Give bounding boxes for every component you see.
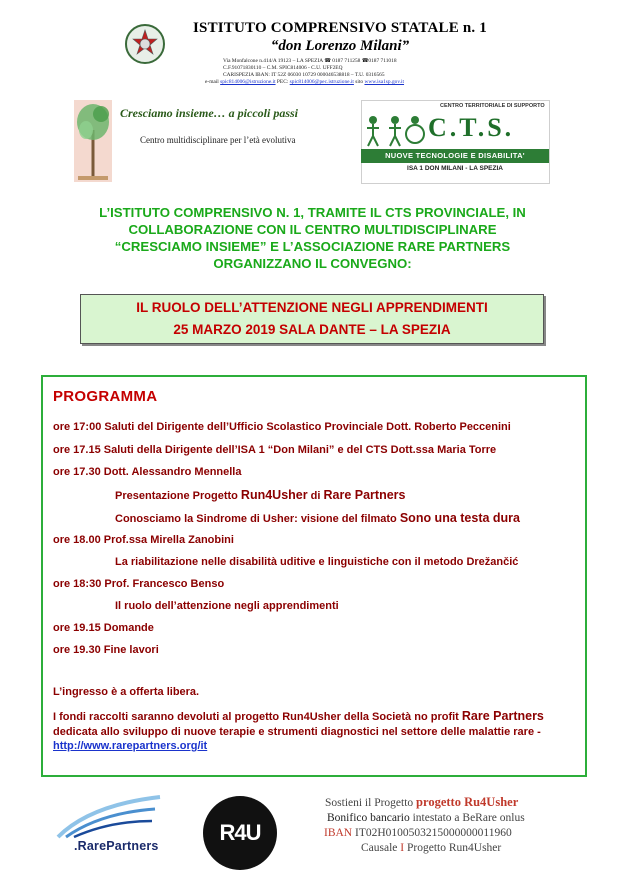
sub-highlight: Run4Usher: [240, 488, 308, 502]
cts-figures-icon: [365, 112, 425, 148]
pec-prefix: PEC:: [276, 79, 289, 85]
program-item: ore 18.00 Prof.ssa Mirella Zanobini: [53, 534, 234, 546]
program-item: ore 17.15 Saluti della Dirigente dell’ISA 1 “Don Milani” e del CTS Dott.ssa Maria Torre: [53, 444, 497, 456]
program-item: ore 17.30 Dott. Alessandro Mennella: [53, 466, 242, 478]
funds-notice: [53, 709, 578, 754]
bank-line: [327, 812, 525, 824]
sub-text: Conosciamo la Sindrome di Usher: visione del filmato: [115, 513, 400, 525]
program-subitem: Il ruolo dell’attenzione negli apprendimenti: [115, 600, 339, 612]
causal-mark: I: [400, 842, 405, 854]
cts-logo-text: C.T.S.: [428, 113, 515, 142]
intro-line: L’ISTITUTO COMPRENSIVO N. 1, TRAMITE IL CTS PROVINCIALE, IN: [99, 205, 526, 220]
school-name: ISTITUTO COMPRENSIVO STATALE n. 1: [192, 20, 487, 36]
iban-line: [324, 827, 512, 839]
event-date-place: 25 MARZO 2019 SALA DANTE – LA SPEZIA: [173, 322, 451, 337]
program-item: ore 19.15 Domande: [53, 622, 154, 634]
iban-label: IBAN: [324, 827, 355, 839]
republic-emblem-icon: [124, 23, 166, 65]
entry-notice: L’ingresso è a offerta libera.: [53, 686, 200, 698]
cts-top-text: CENTRO TERRITORIALE DI SUPPORTO: [440, 103, 545, 109]
support-project: progetto Ru4Usher: [416, 795, 519, 809]
program-subitem: [115, 488, 406, 502]
school-subtitle: “don Lorenzo Milani”: [270, 38, 410, 54]
cts-footer-text: ISA 1 DON MILANI - LA SPEZIA: [407, 165, 503, 172]
causal-line: [361, 842, 501, 854]
funds-text: dedicata allo sviluppo di nuove terapie e strumenti diagnostici nel settore delle malattie rare -: [53, 725, 541, 738]
sub-highlight: Rare Partners: [323, 488, 406, 502]
cresciamo-subtitle: Centro multidisciplinare per l’età evolutiva: [140, 135, 296, 145]
cresciamo-title: Cresciamo insieme… a piccoli passi: [120, 106, 298, 120]
bank-text: intestato a BeRare onlus: [409, 812, 525, 824]
site-prefix: sito: [355, 79, 364, 85]
email-prefix: e-mail: [205, 79, 219, 85]
program-item: ore 17:00 Saluti del Dirigente dell’Ufficio Scolastico Provinciale Dott. Roberto Peccenini: [53, 421, 511, 433]
address-line-2: C.F.91071830110 – C.M. SPIC814006 - C.U. UFF2EQ: [223, 65, 343, 71]
funds-highlight: Rare Partners: [461, 709, 544, 723]
program-item: ore 19.30 Fine lavori: [53, 644, 159, 656]
intro-line: COLLABORAZIONE CON IL CENTRO MULTIDISCIPLINARE: [128, 222, 497, 237]
pec-link[interactable]: spic814006@pec.istruzione.it: [289, 79, 354, 85]
event-title: IL RUOLO DELL’ATTENZIONE NEGLI APPRENDIMENTI: [136, 300, 488, 315]
rarepartners-logo-text: .RarePartners: [74, 839, 159, 853]
program-item: ore 18:30 Prof. Francesco Benso: [53, 578, 225, 590]
address-line-1: Via Monfalcone n.414/A 19123 – LA SPEZIA ☎ 0187 711258 ☎0187 711018: [223, 58, 397, 64]
support-text: Sostieni il Progetto: [325, 797, 417, 809]
r4u-logo: R4U: [203, 796, 277, 870]
funds-text: I fondi raccolti saranno devoluti al progetto Run4Usher della Società no profit: [53, 711, 462, 723]
iban-value: IT02H0100503215000000011960: [355, 827, 512, 839]
bank-label: Bonifico bancario: [327, 812, 410, 824]
causal-label: Causale: [361, 842, 401, 854]
intro-line: “CRESCIAMO INSIEME” E L’ASSOCIAZIONE RARE PARTNERS: [114, 239, 511, 254]
cts-bar-text: NUOVE TECNOLOGIE E DISABILITA': [361, 149, 549, 163]
rarepartners-link[interactable]: http://www.rarepartners.org/it: [53, 740, 208, 752]
sub-text: Presentazione Progetto: [115, 490, 241, 502]
event-title-box: [80, 294, 544, 344]
program-subitem: [115, 511, 520, 525]
contact-line: [205, 79, 404, 85]
program-subitem: La riabilitazione nelle disabilità uditive e linguistiche con il metodo Drežančić: [115, 556, 519, 568]
rarepartners-swoosh-icon: [50, 795, 165, 840]
program-heading: PROGRAMMA: [53, 388, 158, 405]
site-link[interactable]: www.isa1sp.gov.it: [364, 79, 405, 85]
address-line-3: CARISPEZIA IBAN: IT 52Z 06030 10729 000046538818 – T.U. 0316565: [223, 72, 385, 78]
support-line: [325, 795, 518, 810]
intro-line: ORGANIZZANO IL CONVEGNO:: [213, 256, 412, 271]
sub-highlight: Sono una testa dura: [399, 511, 520, 525]
causal-text: Progetto Run4Usher: [404, 842, 502, 854]
intro-text: [20, 204, 605, 272]
sub-text: di: [307, 490, 324, 502]
email-link[interactable]: spic814006@istruzione.it: [220, 79, 276, 85]
